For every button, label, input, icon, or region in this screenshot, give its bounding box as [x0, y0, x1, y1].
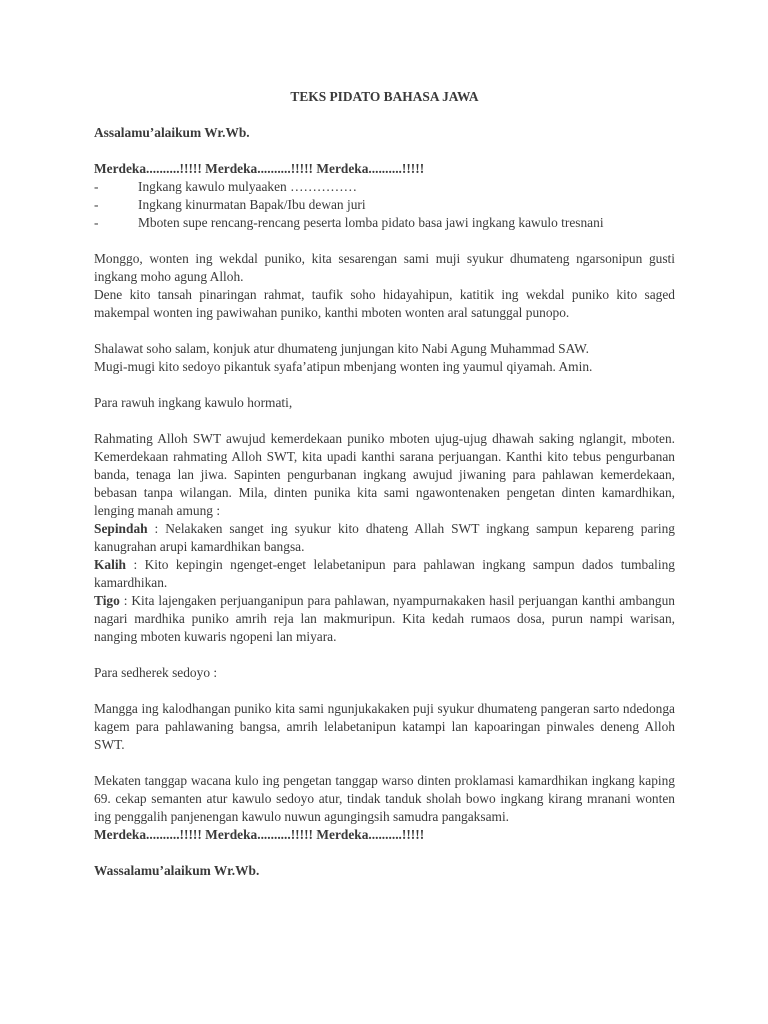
closing-greeting: Wassalamu’alaikum Wr.Wb. — [94, 863, 260, 878]
addressee-list — [94, 178, 675, 232]
paragraph-audience-address: Para rawuh ingkang kawulo hormati, — [94, 395, 293, 410]
spacer — [94, 376, 675, 394]
list-item-text: Ingkang kinurmatan Bapak/Ibu dewan juri — [138, 197, 366, 212]
point-item — [94, 520, 675, 556]
point-text: : Nelakaken sanget ing syukur kito dhateng Allah SWT ingkang sampun kepareng paring kanugrahan arupi kamardhikan bangsa. — [94, 521, 675, 554]
list-item-text: Mboten supe rencang-rencang peserta lomba pidato basa jawi ingkang kawulo tresnani — [138, 215, 604, 230]
list-bullet: - — [94, 179, 99, 194]
paragraph-closing-remarks: Mekaten tanggap wacana kulo ing pengetan tanggap warso dinten proklamasi kamardhikan ingkang kaping 69. cekap semanten atur kawulo sedoyo atur, tindak tanduk sholah bowo ingkang kirang mranani wonten ing penggalih panjenengan kawulo nuwun agungingsih samudra pangaksami. — [94, 773, 675, 824]
paragraph-invitation: Mangga ing kalodhangan puniko kita sami ngunjukakaken puji syukur dhumateng pangeran sarto ndedonga kagem para pahlawaning bangsa, amrih lelabetanipun katampi lan kapoaringan pinwales deneng Alloh SWT. — [94, 701, 675, 752]
point-label: Kalih — [94, 557, 126, 572]
spacer — [94, 412, 675, 430]
list-bullet: - — [94, 197, 99, 212]
paragraph-independence: Rahmating Alloh SWT awujud kemerdekaan puniko mboten ujug-ujug dhawah saking nglangit, mboten. Kemerdekaan rahmating Alloh SWT, kita upadi kanthi sarana perjuangan. Kanthi kito tebus pengurbanan banda, tenaga lan jiwa. Sapinten pengurbanan ingkang awujud jiwaning para pahlawan kemerdekaan, bebasan tanpa wilangan. Mila, dinten punika kita sami ngawontenaken pengetan dinten kamardhikan, lenging manah amung : — [94, 431, 675, 518]
paragraph-prayer: Mugi-mugi kito sedoyo pikantuk syafa’atipun mbenjang wonten ing yaumul qiyamah. Amin. — [94, 359, 593, 374]
list-item — [94, 178, 675, 196]
merdeka-line-end: Merdeka..........!!!!! Merdeka..........!!!!! Merdeka..........!!!!! — [94, 827, 425, 842]
point-item — [94, 556, 675, 592]
spacer — [94, 682, 675, 700]
list-item — [94, 214, 675, 232]
paragraph-shalawat: Shalawat soho salam, konjuk atur dhumateng junjungan kito Nabi Agung Muhammad SAW. — [94, 341, 589, 356]
point-text: : Kita lajengaken perjuanganipun para pahlawan, nyampurnakaken hasil perjuangan kanthi ambangun nagari mardhika puniko amrih reja lan makmuripun. Kita kedah rumaos dosa, purun nampi warisan, nanging mboten kuwaris ngopeni lan miyara. — [94, 593, 675, 644]
point-text: : Kito kepingin ngenget-enget lelabetanipun para pahlawan ingkang sampun dados tumbaling kamardhikan. — [94, 557, 675, 590]
list-item — [94, 196, 675, 214]
spacer — [94, 142, 675, 160]
spacer — [94, 322, 675, 340]
document-title: TEKS PIDATO BAHASA JAWA — [290, 89, 479, 104]
merdeka-line: Merdeka..........!!!!! Merdeka..........!!!!! Merdeka..........!!!!! — [94, 161, 425, 176]
list-item-text: Ingkang kawulo mulyaaken …………… — [138, 179, 358, 194]
point-label: Tigo — [94, 593, 120, 608]
spacer — [94, 646, 675, 664]
greeting: Assalamu’alaikum Wr.Wb. — [94, 125, 250, 140]
paragraph-opening: Monggo, wonten ing wekdal puniko, kita sesarengan sami muji syukur dhumateng ngarsonipun gusti ingkang moho agung Alloh. — [94, 251, 675, 284]
spacer — [94, 754, 675, 772]
point-label: Sepindah — [94, 521, 148, 536]
point-item — [94, 592, 675, 646]
list-bullet: - — [94, 215, 99, 230]
paragraph-brothers-address: Para sedherek sedoyo : — [94, 665, 218, 680]
spacer — [94, 844, 675, 862]
spacer — [94, 232, 675, 250]
document-page — [94, 88, 675, 880]
paragraph-gratitude: Dene kito tansah pinaringan rahmat, taufik soho hidayahipun, katitik ing wekdal puniko kito saged makempal wonten ing pawiwahan puniko, kanthi mboten wonten aral satunggal punopo. — [94, 287, 675, 320]
